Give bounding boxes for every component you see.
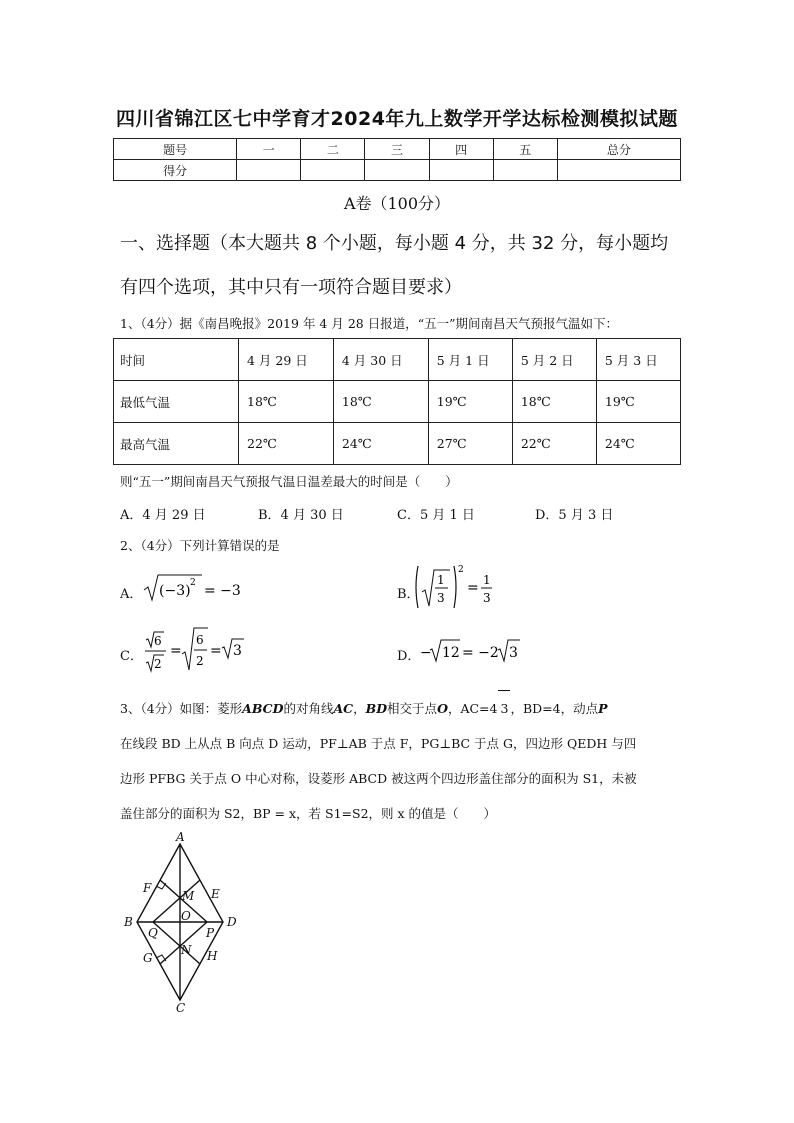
table-cell: 时间 [114,339,239,381]
q1-question: 则“五一”期间南昌天气预报气温日温差最大的时间是（ ） [120,474,458,489]
part1-heading-line2: 有四个选项，其中只有一项符合题目要求） [120,277,462,298]
label-b: B [124,915,133,929]
q2-d-lhs: − [420,645,432,661]
table-row [114,423,681,465]
q1-option-a[interactable]: A．4 月 29 日 [120,508,206,523]
score-input-cell[interactable] [493,160,557,181]
q2-option-c[interactable]: C． [120,649,143,664]
table-row [114,339,681,381]
table-cell: 最高气温 [114,423,239,465]
q1-option-d[interactable]: D．5 月 3 日 [535,508,614,523]
q2-option-a-formula [142,570,242,606]
q2-c-mid-num: 6 [196,633,204,647]
table-cell: 22℃ [512,423,596,465]
score-table [113,138,681,181]
q2-option-a[interactable]: A． [120,587,143,602]
part1-heading-line1: 一、选择题（本大题共 8 个小题，每小题 4 分，共 32 分，每小题均 [120,233,669,254]
q2-b-rnum: 1 [483,573,491,587]
q2-a-radicand: (−3) [159,583,191,599]
label-m: M [182,889,195,903]
table-cell: 24℃ [596,423,680,465]
rhombus-figure [115,830,255,1015]
label-n: N [181,943,192,957]
q2-a-rhs: = −3 [204,583,241,599]
q2-c-rhs: 3 [233,643,242,659]
label-a: A [176,830,185,844]
section-title: A卷（100分） [343,194,451,213]
table-cell: 4 月 30 日 [333,339,428,381]
table-cell: 24℃ [333,423,428,465]
table-cell: 4 月 29 日 [239,339,334,381]
table-cell: 19℃ [596,381,680,423]
score-table-score-row [114,160,681,181]
score-cell: 一 [237,139,301,160]
score-cell: 题号 [114,139,237,160]
q3-line2: 在线段 BD 上从点 B 向点 D 运动，PF⊥AB 于点 F，PG⊥BC 于点 G，四边形 QEDH 与四 [120,736,637,751]
q2-option-b-formula [414,562,504,614]
score-input-cell[interactable] [429,160,493,181]
score-table-header-row [114,139,681,160]
label-c: C [176,1001,186,1015]
q2-stem: 2、（4分）下列计算错误的是 [120,538,280,553]
label-o: O [181,909,191,923]
q2-c-eq: = [170,643,182,659]
q2-c-mid-den: 2 [196,654,204,668]
score-cell: 总分 [557,139,680,160]
page-title: 四川省锦江区七中学育才2024年九上数学开学达标检测模拟试题 [116,108,678,130]
table-cell: 27℃ [428,423,512,465]
table-cell: 最低气温 [114,381,239,423]
q2-c-den: 2 [154,657,162,671]
score-input-cell[interactable] [301,160,365,181]
q2-b-num: 1 [437,573,445,587]
table-cell: 19℃ [428,381,512,423]
q2-d-rad2: 3 [509,645,518,661]
q1-stem: 1、（4分）据《南昌晚报》2019 年 4 月 28 日报道，“五一”期间南昌天气预报气温如下： [120,316,618,331]
table-cell: 5 月 2 日 [512,339,596,381]
q2-a-exponent: 2 [190,578,196,588]
q2-c-num: 6 [154,634,162,648]
table-cell: 22℃ [239,423,334,465]
q2-d-rhs: = −2 [462,645,499,661]
q2-b-exponent: 2 [458,565,464,575]
score-cell: 得分 [114,160,237,181]
q2-b-eq: = [467,580,479,596]
label-q: Q [148,926,158,940]
table-cell: 5 月 1 日 [428,339,512,381]
score-input-cell[interactable] [557,160,680,181]
score-input-cell[interactable] [237,160,301,181]
label-g: G [143,951,153,965]
segment-qh [153,922,200,964]
score-cell: 五 [493,139,557,160]
score-cell: 二 [301,139,365,160]
q1-option-b[interactable]: B．4 月 30 日 [258,508,344,523]
q2-d-rad: 12 [442,645,460,661]
table-cell: 18℃ [512,381,596,423]
q3-line3: 边形 PFBG 关于点 O 中心对称，设菱形 ABCD 被这两个四边形盖住部分的面积为 S1，未被 [120,771,637,786]
part1-heading [120,222,690,310]
label-p: P [206,926,215,940]
score-cell: 三 [365,139,429,160]
table-row [114,381,681,423]
q3-text [120,690,680,831]
label-e: E [211,887,220,901]
score-cell: 四 [429,139,493,160]
q2-b-rden: 3 [483,591,491,605]
table-cell: 5 月 3 日 [596,339,680,381]
svg-text:=: = [210,643,222,659]
q2-option-c-formula [142,624,252,676]
q2-option-d[interactable]: D． [397,649,421,664]
score-input-cell[interactable] [365,160,429,181]
label-f: F [143,881,152,895]
weather-table [113,338,681,465]
q1-option-c[interactable]: C．5 月 1 日 [397,508,475,523]
table-cell: 18℃ [333,381,428,423]
q2-b-den: 3 [437,591,445,605]
table-cell: 18℃ [239,381,334,423]
q2-option-d-formula [418,636,528,668]
q3-line1: 3、（4分）如图：菱形ABCD的对角线AC，BD相交于点O，AC=4 3 ，BD=4，动点P [120,690,680,726]
label-h: H [207,949,218,963]
q2-option-b[interactable]: B． [397,587,420,602]
label-d: D [227,915,237,929]
q3-line4: 盖住部分的面积为 S2，BP = x，若 S1=S2，则 x 的值是（ ） [120,806,497,821]
